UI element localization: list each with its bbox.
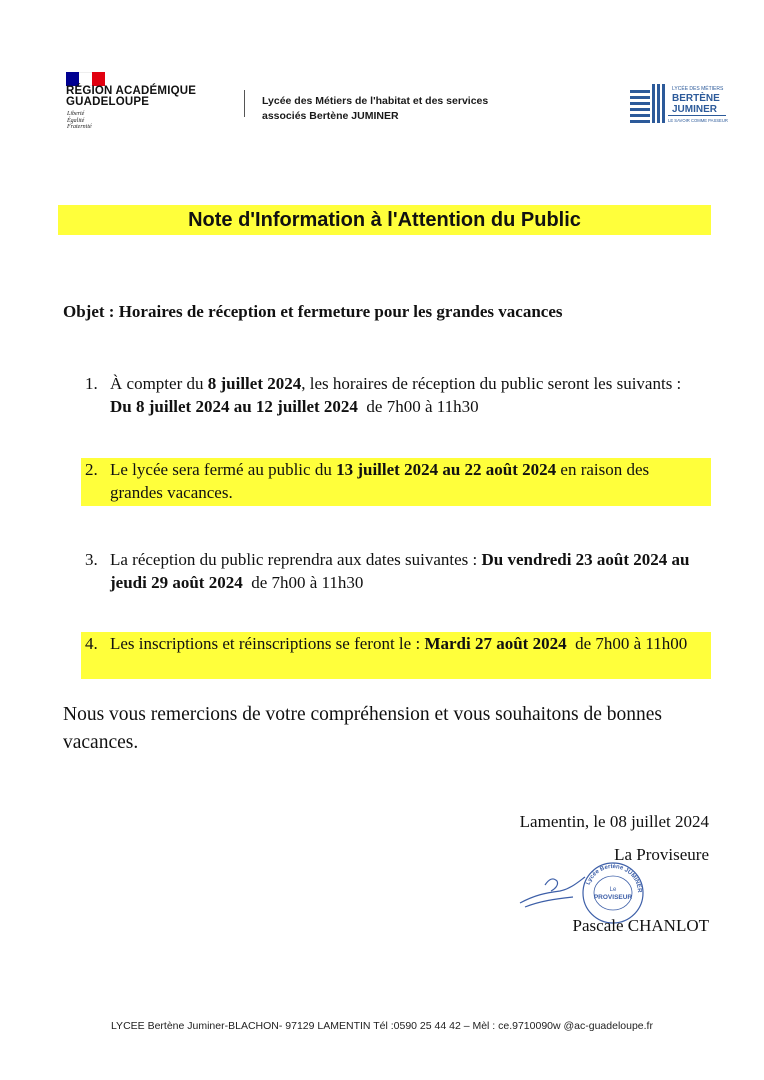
school-line-2: associés Bertène JUMINER <box>262 110 399 122</box>
logo-name-1: BERTÈNE <box>672 93 720 104</box>
flag-red-stripe <box>92 72 105 86</box>
motto-line-2: Égalité <box>67 117 85 124</box>
item-hours: de 7h00 à 11h30 <box>357 397 479 416</box>
region-line-1: RÉGION ACADÉMIQUE <box>66 85 197 97</box>
closing-paragraph: Nous vous remercions de votre compréhension et vous souhaitons de bonnes vacances. <box>63 704 662 753</box>
item-period: 13 juillet 2024 au 22 août 2024 <box>336 460 557 479</box>
header-divider <box>244 90 245 117</box>
place-and-date: Lamentin, le 08 juillet 2024 <box>519 812 709 831</box>
item-text: , les horaires de réception du public seront les suivants : <box>301 374 682 393</box>
item-text: Les inscriptions et réinscriptions se feront le : <box>110 634 425 653</box>
item-number: 1. <box>85 374 98 393</box>
stamp-center-proviseur: PROVISEUR <box>593 894 633 901</box>
stamp-ring-text: Lycée Bertène JUMINER <box>585 863 643 893</box>
subject-line: Objet : Horaires de réception et fermeture pour les grandes vacances <box>63 302 563 321</box>
signatory-name: Pascale CHANLOT <box>572 916 709 935</box>
item-hours: de 7h00 à 11h00 <box>566 634 688 653</box>
flag-blue-stripe <box>66 72 79 86</box>
item-text: Le lycée sera fermé au public du <box>110 460 337 479</box>
motto-line-1: Liberté <box>67 111 85 117</box>
list-item <box>81 372 711 418</box>
item-period: Du vendredi 23 août 2024 au jeudi 29 août 2024 <box>110 550 690 592</box>
logo-slogan: LE SAVOIR COMME PASSEUR <box>668 118 728 123</box>
notice-title-banner: Note d'Information à l'Attention du Public <box>58 205 711 235</box>
item-date: 8 juillet 2024 <box>207 374 302 393</box>
region-name <box>66 86 196 108</box>
french-flag-logo <box>66 72 105 86</box>
list-item <box>81 632 711 679</box>
item-text: en raison des grandes vacances. <box>110 460 650 502</box>
region-line-2: GUADELOUPE <box>66 96 150 108</box>
item-date: Mardi 27 août 2024 <box>424 634 567 653</box>
item-period: Du 8 juillet 2024 au 12 juillet 2024 <box>110 397 358 416</box>
footer-contact: LYCEE Bertène Juminer-BLACHON- 97129 LAMENTIN Tél :0590 25 44 42 – Mèl : ce.9710090w @ac-guadeloupe.fr <box>111 1020 653 1032</box>
school-name <box>262 94 488 124</box>
item-number: 3. <box>85 550 98 569</box>
republic-motto <box>67 111 92 131</box>
signatory-title: La Proviseure <box>614 845 709 864</box>
logo-name-2: JUMINER <box>672 104 718 115</box>
item-text: À compter du <box>110 374 208 393</box>
list-item <box>81 548 711 594</box>
item-hours: de 7h00 à 11h30 <box>242 573 364 592</box>
motto-line-3: Fraternité <box>67 124 92 130</box>
item-text: La réception du public reprendra aux dates suivantes : <box>110 550 482 569</box>
stamp-center-le: Le <box>609 887 617 893</box>
flag-white-stripe <box>79 72 92 86</box>
item-number: 4. <box>85 634 98 653</box>
list-item <box>81 458 711 506</box>
item-number: 2. <box>85 460 98 479</box>
school-line-1: Lycée des Métiers de l'habitat et des services <box>262 95 489 107</box>
logo-top-text: LYCÉE DES MÉTIERS <box>672 86 724 92</box>
school-logo <box>628 80 728 130</box>
